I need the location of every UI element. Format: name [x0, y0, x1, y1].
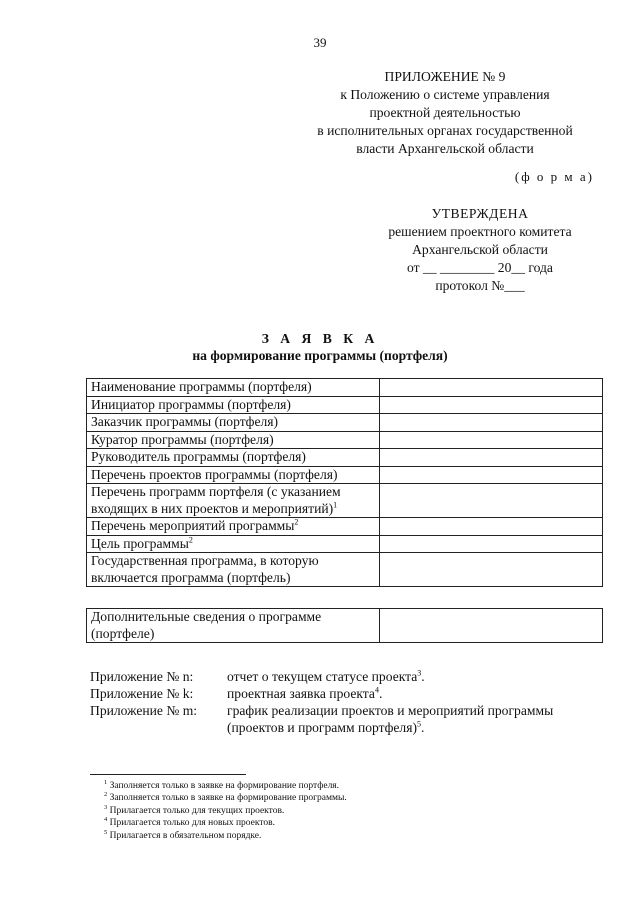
field-value[interactable]	[380, 449, 603, 467]
page-number: 39	[313, 35, 327, 50]
field-value[interactable]	[380, 518, 603, 536]
field-label	[87, 535, 380, 553]
field-label-text: Перечень проектов программы (портфеля)	[91, 466, 338, 482]
attachment-label: Приложение № m:	[90, 703, 198, 718]
footnote-text: Прилагается только для новых проектов.	[109, 818, 276, 829]
footnote-number: 5	[104, 828, 108, 836]
approval-protocol: протокол №___	[435, 278, 525, 293]
table-row	[87, 535, 603, 553]
field-label	[87, 466, 380, 484]
table-row	[87, 466, 603, 484]
footnote-number: 2	[104, 791, 108, 799]
footnote	[104, 817, 347, 829]
footnote	[104, 780, 347, 792]
field-label-text: Цель программы	[91, 535, 189, 551]
attachment-item	[90, 685, 610, 702]
field-label	[87, 449, 380, 467]
table-row	[87, 379, 603, 397]
footnote-ref: 1	[333, 499, 338, 509]
document-title	[0, 330, 640, 364]
title-main: З А Я В К А	[261, 331, 379, 346]
field-label	[87, 553, 380, 587]
field-label	[87, 414, 380, 432]
approval-date: от __ ________ 20__ года	[407, 260, 553, 275]
appendix-header	[300, 68, 590, 158]
attachment-description: отчет о текущем статусе проекта	[227, 669, 418, 684]
attachment-punct: .	[421, 669, 425, 684]
attachment-text	[227, 702, 610, 736]
form-label: (ф о р м а)	[514, 169, 594, 184]
field-value[interactable]	[380, 535, 603, 553]
field-label: Дополнительные сведения о программе (портфеле)	[87, 609, 380, 643]
table-row	[87, 449, 603, 467]
field-value[interactable]	[380, 609, 603, 643]
footnote	[104, 805, 347, 817]
field-value[interactable]	[380, 431, 603, 449]
footnote-ref: 3	[417, 668, 422, 678]
field-label-text: Перечень программ портфеля (с указанием входящих в них проектов и мероприятий)	[91, 484, 341, 516]
program-info-table	[86, 378, 603, 587]
footnote-ref: 2	[294, 517, 299, 527]
table-row	[87, 431, 603, 449]
field-label-text: Государственная программа, в которую включается программа (портфель)	[91, 553, 319, 585]
footnote-ref: 5	[416, 719, 421, 729]
table-row	[87, 518, 603, 536]
appendix-line: власти Архангельской области	[356, 141, 534, 156]
footnote	[104, 792, 347, 804]
field-value[interactable]	[380, 466, 603, 484]
footnote-text: Заполняется только в заявке на формирование портфеля.	[109, 781, 340, 791]
field-value[interactable]	[380, 553, 603, 587]
attachment-item	[90, 702, 610, 736]
table-row	[87, 484, 603, 518]
field-value[interactable]	[380, 379, 603, 397]
field-value[interactable]	[380, 414, 603, 432]
field-label-text: Перечень мероприятий программы	[91, 518, 295, 533]
field-label-text: Куратор программы (портфеля)	[91, 431, 274, 447]
field-label-text: Заказчик программы (портфеля)	[91, 414, 279, 429]
appendix-title: ПРИЛОЖЕНИЕ № 9	[384, 69, 506, 84]
footnote-number: 3	[104, 803, 108, 811]
field-label	[87, 518, 380, 536]
field-label-text: Инициатор программы (портфеля)	[91, 396, 291, 412]
footnote-number: 1	[104, 778, 108, 786]
appendix-line: проектной деятельностью	[369, 105, 521, 120]
attachments-list	[90, 668, 610, 736]
attachment-punct: .	[420, 720, 425, 735]
attachment-description: график реализации проектов и мероприятий программы (проектов и программ портфеля)	[227, 703, 554, 735]
field-label-text: Наименование программы (портфеля)	[91, 379, 312, 394]
table-row	[87, 414, 603, 432]
approval-line: решением проектного комитета	[388, 224, 572, 239]
footnote	[104, 830, 347, 842]
footnote-ref: 2	[188, 534, 193, 544]
approval-block	[370, 205, 590, 295]
approval-line: Архангельской области	[412, 242, 548, 257]
field-label	[87, 484, 380, 518]
field-value[interactable]	[380, 484, 603, 518]
footnote-divider	[90, 774, 246, 775]
footnote-ref: 4	[374, 685, 379, 695]
footnote-text: Заполняется только в заявке на формирование программы.	[109, 793, 347, 804]
footnotes	[104, 780, 347, 842]
footnote-text: Прилагается только для текущих проектов.	[109, 805, 285, 816]
table-row	[87, 609, 603, 643]
attachment-item	[90, 668, 610, 685]
title-sub: на формирование программы (портфеля)	[192, 348, 448, 363]
field-label	[87, 379, 380, 397]
table-row	[87, 396, 603, 414]
attachment-label: Приложение № k:	[90, 686, 194, 701]
table-row	[87, 553, 603, 587]
attachment-text	[227, 685, 610, 702]
field-label	[87, 431, 380, 449]
appendix-line: к Положению о системе управления	[340, 87, 550, 102]
field-label	[87, 396, 380, 414]
appendix-line: в исполнительных органах государственной	[317, 123, 573, 138]
attachment-description: проектная заявка проекта	[227, 686, 375, 701]
additional-info-table	[86, 608, 603, 643]
attachment-punct: .	[378, 686, 383, 701]
field-value[interactable]	[380, 396, 603, 414]
approval-heading: УТВЕРЖДЕНА	[431, 206, 529, 221]
footnote-text: Прилагается в обязательном порядке.	[109, 830, 262, 841]
attachment-label: Приложение № n:	[90, 669, 194, 684]
attachment-text	[227, 668, 610, 685]
footnote-number: 4	[104, 816, 108, 824]
field-label-text: Руководитель программы (портфеля)	[91, 449, 306, 464]
